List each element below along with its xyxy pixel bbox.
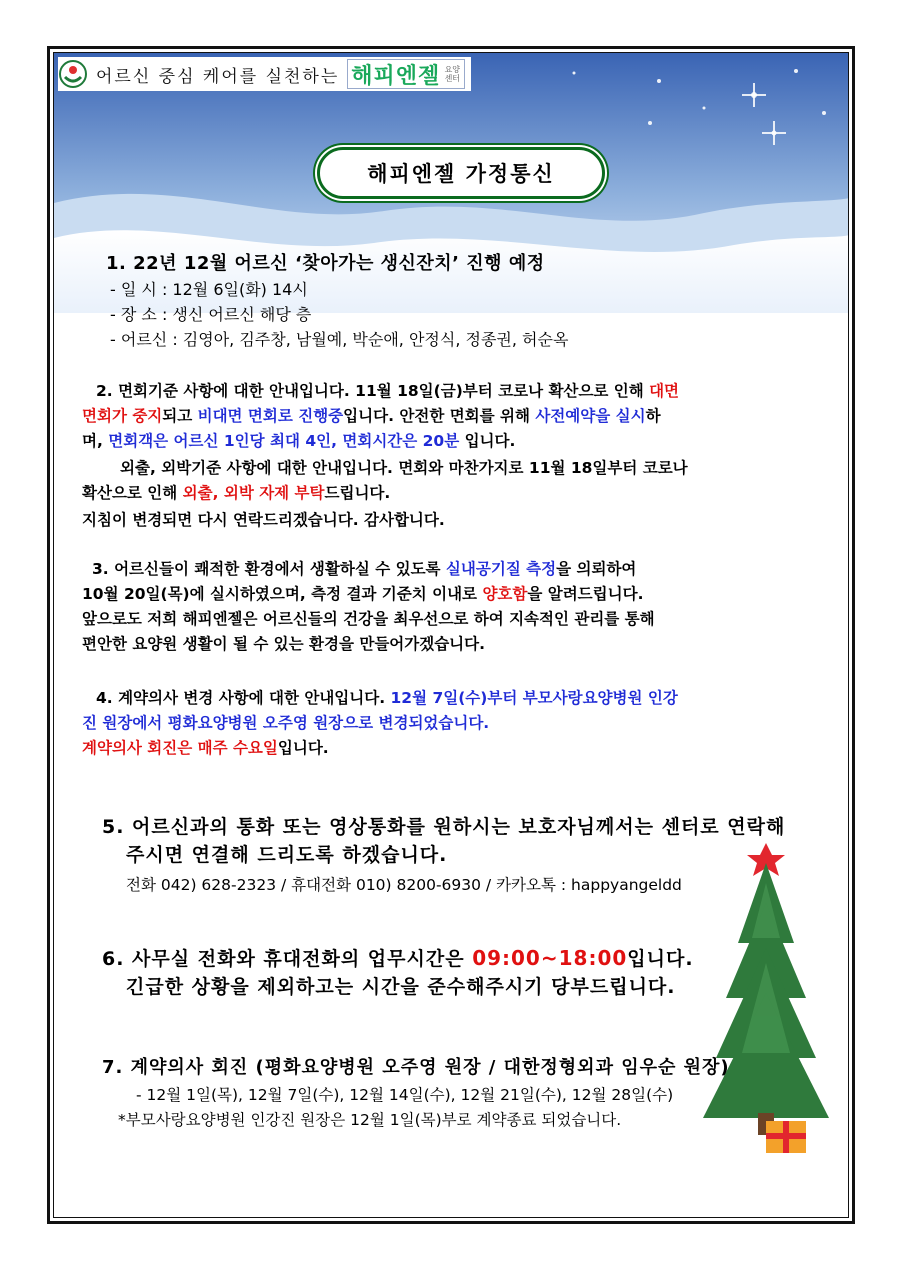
section-office-hours xyxy=(102,946,842,1000)
section2-highlight-blue: 면회객은 어르신 1인당 최대 4인, 면회시간은 20분 xyxy=(108,432,460,450)
section2-text: 며, xyxy=(82,432,109,450)
section3-text: 편안한 요양원 생활이 될 수 있는 환경을 만들어가겠습니다. xyxy=(82,635,486,653)
section1-date-line: - 일 시 : 12월 6일(화) 14시 xyxy=(110,280,308,299)
section-doctor-rounds xyxy=(102,1055,842,1133)
section2-text: 확산으로 인해 xyxy=(82,484,183,502)
section1-residents-line: - 어르신 : 김영아, 김주창, 남월예, 박순애, 안정식, 정종권, 허순옥 xyxy=(110,330,569,349)
section1-place-line: - 장 소 : 생신 어르신 해당 층 xyxy=(110,305,312,324)
header-bar xyxy=(58,57,471,91)
section2-highlight-red: 외출, 외박 자제 부탁 xyxy=(182,484,325,502)
section-birthday xyxy=(106,251,826,352)
section2-text: 외출, 외박기준 사항에 대한 안내입니다. 면회와 마찬가지로 11월 18일부터 코로나 xyxy=(120,459,688,477)
brand-subtitle: 요양센터 xyxy=(444,65,461,83)
section2-highlight-red: 면회가 중지 xyxy=(82,407,163,425)
section5-line1: 5. 어르신과의 통화 또는 영상통화를 원하시는 보호자님께서는 센터로 연락해 xyxy=(102,816,786,838)
section4-highlight-blue: 12월 7일(수)부터 부모사랑요양병원 인강 xyxy=(390,689,678,707)
contract-end-note: *부모사랑요양병원 인강진 원장은 12월 1일(목)부로 계약종료 되었습니다. xyxy=(118,1111,622,1129)
section3-text: 10월 20일(목)에 실시하였으며, 측정 결과 기준치 이내로 xyxy=(82,585,483,603)
section3-text: 앞으로도 저희 해피엔젤은 어르신들의 건강을 최우선으로 하여 지속적인 관리를 통해 xyxy=(82,610,655,628)
section2-text: 드립니다. xyxy=(324,484,391,502)
section3-highlight-blue: 실내공기질 측정 xyxy=(445,560,557,578)
section6-line2: 긴급한 상황을 제외하고는 시간을 준수해주시기 당부드립니다. xyxy=(126,976,676,998)
section2-text: 입니다. 안전한 면회를 위해 xyxy=(343,407,536,425)
section-call-request xyxy=(102,815,842,898)
section5-line2: 주시면 연결해 드리도록 하겠습니다. xyxy=(126,844,448,866)
section4-text: 입니다. xyxy=(277,739,329,757)
newsletter-page xyxy=(53,52,849,1218)
section3-text: 3. 어르신들이 쾌적한 환경에서 생활하실 수 있도록 xyxy=(92,560,446,578)
brand-name: 해피엔젤 xyxy=(351,63,441,89)
brand-logo xyxy=(347,59,465,89)
section6-text: 입니다. xyxy=(627,948,694,970)
section2-text: 하 xyxy=(645,407,661,425)
section2-text: 2. 면회기준 사항에 대한 안내입니다. 11월 18일(금)부터 코로나 확산으로 인해 xyxy=(96,382,650,400)
section4-text: 4. 계약의사 변경 사항에 대한 안내입니다. xyxy=(96,689,391,707)
section2-text: 되고 xyxy=(162,407,198,425)
section2-highlight-red: 대면 xyxy=(649,382,680,400)
section3-highlight-red: 양호함 xyxy=(482,585,528,603)
section4-highlight-red: 계약의사 회진은 매주 수요일 xyxy=(82,739,278,757)
section-air-quality xyxy=(82,557,842,657)
section1-heading: 1. 22년 12월 어르신 ‘찾아가는 생신잔치’ 진행 예정 xyxy=(106,253,545,274)
header-tagline: 어르신 중심 케어를 실천하는 xyxy=(96,66,340,87)
section2-highlight-blue: 비대면 면회로 진행중 xyxy=(197,407,344,425)
section-contract-doctor xyxy=(82,686,842,761)
office-hours-time: 09:00~18:00 xyxy=(472,946,628,970)
rounds-dates: - 12월 1일(목), 12월 7일(수), 12월 14일(수), 12월 21일(수), 12월 28일(수) xyxy=(136,1086,674,1104)
contact-info: 전화 042) 628-2323 / 휴대전화 010) 8200-6930 / 카카오톡 : happyangeldd xyxy=(126,876,682,894)
section3-text: 을 알려드립니다. xyxy=(527,585,644,603)
section2-text: 입니다. xyxy=(459,432,516,450)
organization-logo-icon xyxy=(58,59,88,89)
section4-highlight-blue: 진 원장에서 평화요양병원 오주영 원장으로 변경되었습니다. xyxy=(82,714,490,732)
section3-text: 을 의뢰하여 xyxy=(556,560,637,578)
title-box xyxy=(317,147,605,199)
page-title: 해피엔젤 가정통신 xyxy=(367,162,555,186)
section2-closing: 지침이 변경되면 다시 연락드리겠습니다. 감사합니다. xyxy=(82,511,445,529)
section6-text: 6. 사무실 전화와 휴대전화의 업무시간은 xyxy=(102,948,473,970)
section-visit-policy xyxy=(82,379,842,533)
section7-heading: 7. 계약의사 회진 (평화요양병원 오주영 원장 / 대한정형외과 임우순 원장) xyxy=(102,1057,730,1078)
section2-highlight-blue: 사전예약을 실시 xyxy=(535,407,646,425)
